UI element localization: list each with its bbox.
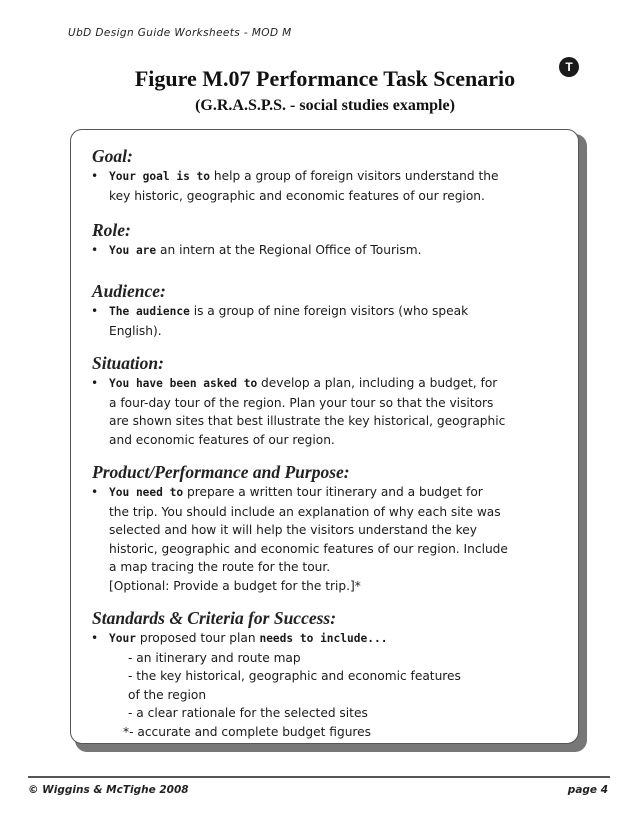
criteria-item: - a clear rationale for the selected sites (128, 706, 368, 720)
section-standards (92, 608, 562, 741)
footer-page-number: page 4 (567, 784, 608, 796)
section-audience (92, 281, 562, 340)
product-line-3: selected and how it will help the visitors understand the key (109, 523, 477, 537)
goal-line-1: help a group of foreign visitors understand the (210, 169, 499, 183)
audience-line-2: English). (109, 323, 162, 338)
situation-line-4: and economic features of our region. (109, 432, 335, 447)
section-standards-text (92, 629, 562, 649)
product-line-1: prepare a written tour itinerary and a budget for (183, 485, 483, 499)
section-role (92, 220, 562, 261)
section-situation-text (92, 374, 562, 449)
section-heading-goal: Goal: (92, 146, 133, 166)
product-lead: You need to (109, 486, 184, 499)
bullet-icon: • (91, 485, 99, 499)
criteria-item: of the region (128, 687, 207, 702)
section-product (92, 462, 562, 595)
product-line-2: the trip. You should include an explanation of why each site was (109, 504, 501, 519)
section-situation (92, 353, 562, 449)
standards-mid: proposed tour plan (135, 631, 260, 645)
bullet-icon: • (91, 376, 99, 390)
section-heading-audience: Audience: (92, 281, 166, 301)
section-goal (92, 146, 562, 205)
section-role-text (92, 241, 562, 261)
bullet-icon: • (91, 243, 99, 257)
criteria-item: *- accurate and complete budget figures (123, 724, 372, 739)
situation-line-1: develop a plan, including a budget, for (257, 376, 498, 390)
section-heading-situation: Situation: (92, 353, 164, 373)
product-line-4: historic, geographic and economic features of our region. Include (109, 541, 508, 556)
audience-line-1: is a group of nine foreign visitors (who speak (189, 304, 469, 318)
role-lead: You are (109, 244, 157, 257)
page-title: Figure M.07 Performance Task Scenario (134, 66, 516, 91)
audience-lead: The audience (109, 305, 190, 318)
situation-lead: You have been asked to (109, 377, 258, 390)
section-goal-text (92, 167, 562, 205)
situation-line-3: are shown sites that best illustrate the key historical, geographic (109, 414, 506, 428)
section-audience-text (92, 302, 562, 340)
role-line-1: an intern at the Regional Office of Tourism. (156, 243, 422, 257)
footer-copyright: © Wiggins & McTighe 2008 (28, 784, 189, 796)
page-subtitle: (G.R.A.S.P.S. - social studies example) (195, 97, 455, 114)
section-heading-role: Role: (92, 220, 131, 240)
standards-lead-2: needs to include... (259, 632, 388, 645)
situation-line-2: a four-day tour of the region. Plan your tour so that the visitors (109, 395, 494, 410)
criteria-item: - an itinerary and route map (128, 650, 301, 665)
criteria-item: - the key historical, geographic and economic features (128, 669, 461, 683)
bullet-icon: • (91, 169, 99, 183)
bullet-icon: • (91, 631, 99, 645)
section-heading-standards: Standards & Criteria for Success: (92, 608, 337, 628)
goal-line-2: key historic, geographic and economic features of our region. (109, 188, 485, 203)
product-line-5: a map tracing the route for the tour. (109, 560, 331, 574)
footer-divider (28, 776, 610, 778)
product-line-6: [Optional: Provide a budget for the trip.]* (109, 578, 361, 593)
section-product-text (92, 483, 562, 595)
goal-lead: Your goal is to (109, 170, 211, 183)
running-header: UbD Design Guide Worksheets - MOD M (68, 27, 292, 39)
section-heading-product: Product/Performance and Purpose: (92, 462, 350, 482)
standards-lead: Your (109, 632, 136, 645)
template-badge: T (559, 57, 579, 77)
bullet-icon: • (91, 304, 99, 318)
